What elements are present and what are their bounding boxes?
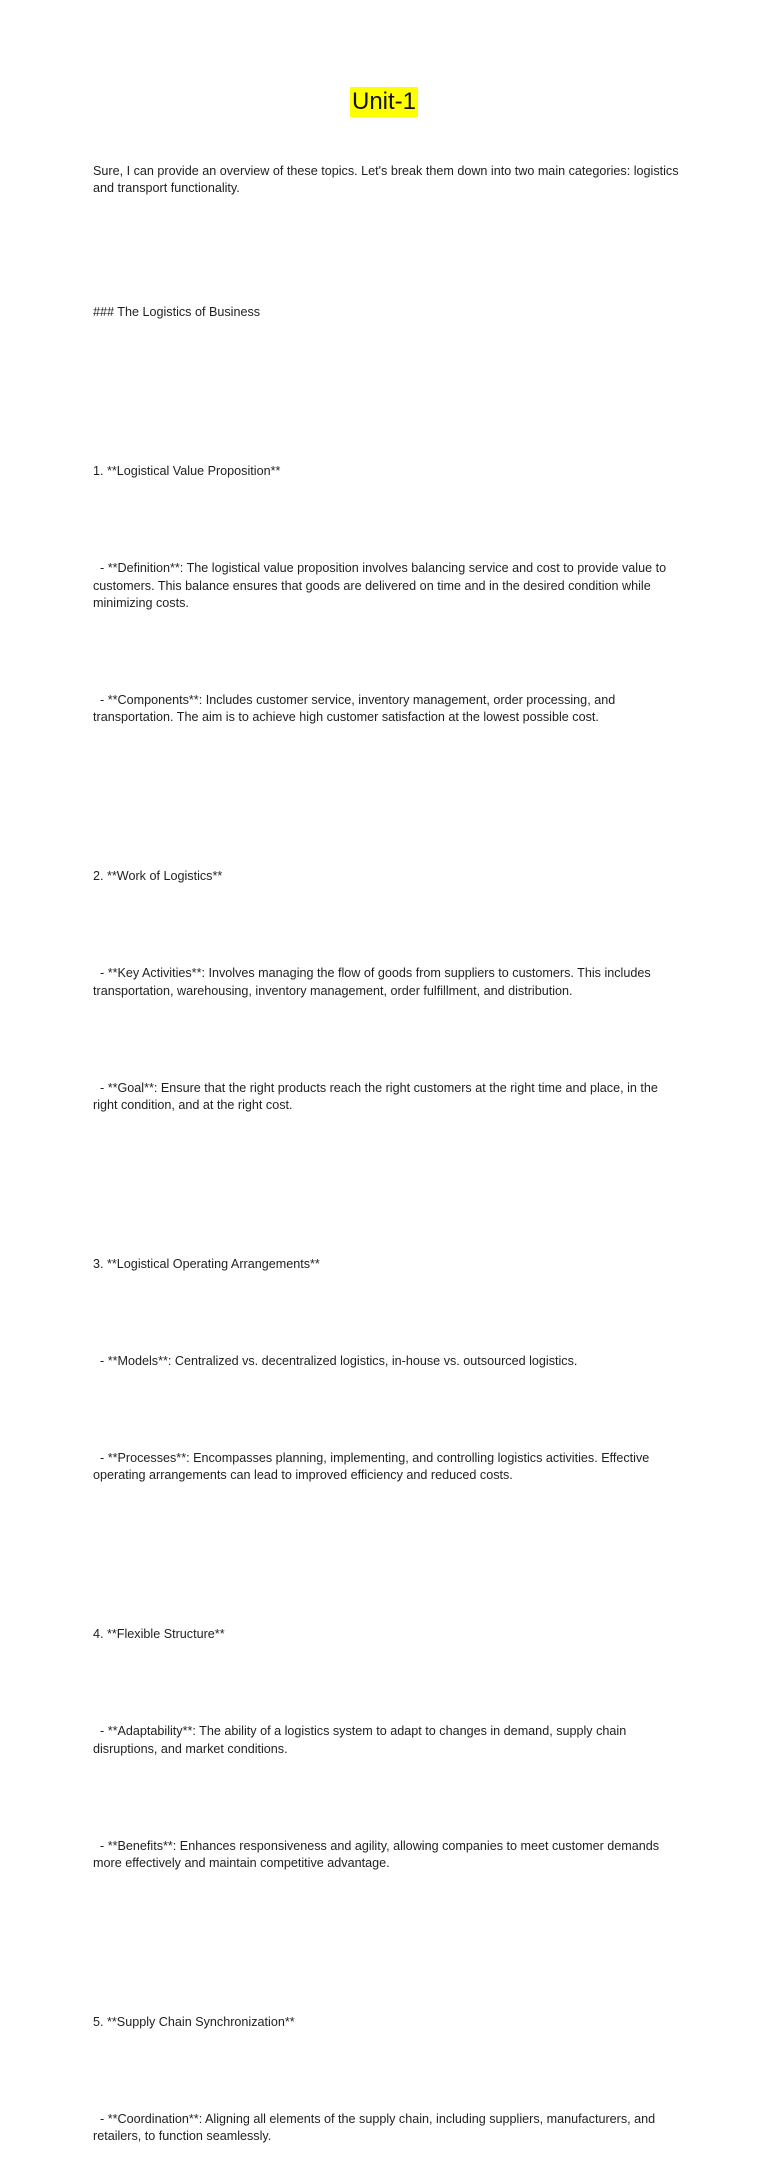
section-heading: ### The Logistics of Business [93, 305, 261, 320]
item-point: - **Models**: Centralized vs. decentralized logistics, in-house vs. outsourced logistics. [93, 1353, 578, 1368]
page-title: Unit-1 [351, 88, 417, 115]
item-point: - **Key Activities**: Involves managing the flow of goods from suppliers to customers. This includes transportation, warehousing, inventory management, order fulfillment, and distribution. [93, 966, 655, 998]
item-point: - **Goal**: Ensure that the right products reach the right customers at the right time and place, in the right condition, and at the right cost. [93, 1080, 662, 1113]
item-point: - **Coordination**: Aligning all elements of the supply chain, including suppliers, manufacturers, and retailers, to function seamlessly. [93, 2112, 659, 2144]
item-heading: 1. **Logistical Value Proposition** [93, 464, 281, 479]
item-heading: 5. **Supply Chain Synchronization** [93, 2014, 295, 2029]
item-point: - **Definition**: The logistical value proposition involves balancing service and cost to provide value to customers. This balance ensures that goods are delivered on time and in the desired condition while minimizing costs. [93, 561, 670, 610]
item-point: - **Components**: Includes customer service, inventory management, order processing, and transportation. The aim is to achieve high customer satisfaction at the lowest possible cost. [93, 692, 619, 725]
item-point: - **Processes**: Encompasses planning, implementing, and controlling logistics activities. Effective operating arrangements can lead to improved efficiency and reduced costs. [93, 1451, 653, 1483]
title-container [0, 87, 768, 117]
item-point: - **Adaptability**: The ability of a logistics system to adapt to changes in demand, supply chain disruptions, and market conditions. [93, 1724, 630, 1756]
item-heading: 2. **Work of Logistics** [93, 869, 223, 884]
document-body [93, 128, 683, 2181]
item-heading: 4. **Flexible Structure** [93, 1627, 225, 1642]
intro-paragraph: Sure, I can provide an overview of these topics. Let's break them down into two main categories: logistics and transport functionality. [93, 163, 683, 196]
item-heading: 3. **Logistical Operating Arrangements** [93, 1256, 320, 1271]
item-point: - **Benefits**: Enhances responsiveness and agility, allowing companies to meet customer demands more effectively and maintain competitive advantage. [93, 1838, 663, 1871]
